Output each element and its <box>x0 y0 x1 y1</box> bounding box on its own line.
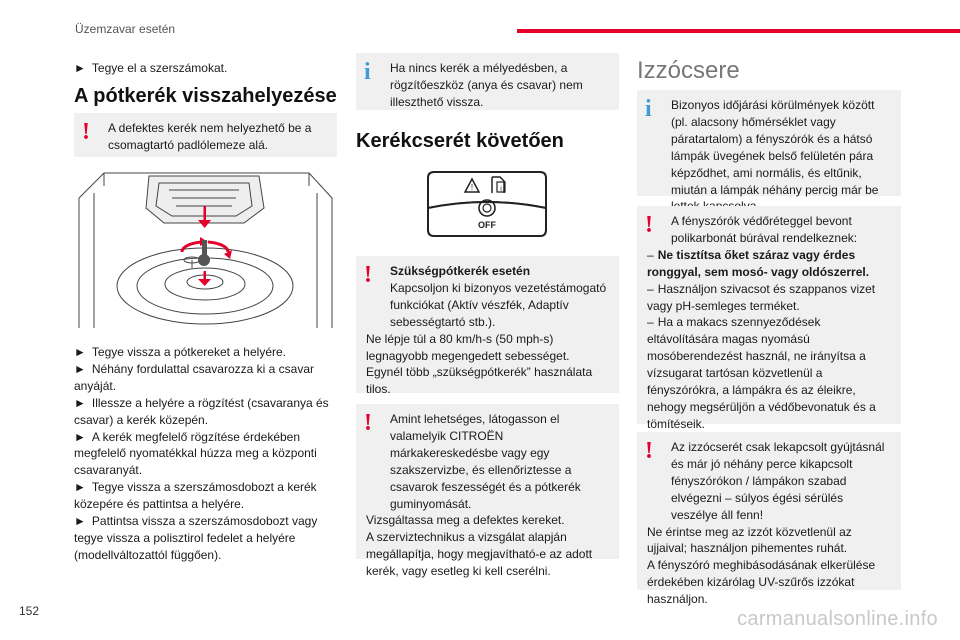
page-number: 152 <box>19 604 40 618</box>
warning-exclamation-icon: ! <box>364 410 372 436</box>
driving-aids-panel-illustration <box>424 168 550 240</box>
warning-title: Szükségpótkerék esetén <box>390 264 531 278</box>
svg-text:i: i <box>500 186 502 193</box>
warning-note <box>74 113 337 157</box>
info-note <box>356 53 619 110</box>
info-icon: i <box>645 96 652 122</box>
warning-line: Kapcsoljon ki bizonyos vezetéstámogató funkciókat (Aktív vészfék, Adaptív sebességtartó stb.). <box>390 280 607 329</box>
warning-exclamation-icon: ! <box>645 438 653 464</box>
warning-line: A szerviztechnikus a vizsgálat alapján megállapítja, hogy megjavítható-e az adott kerék, vagy esetleg ki kell cserélni. <box>366 530 593 579</box>
section-heading-bulb: Izzócsere <box>637 57 740 84</box>
warning-bold-line: Ne tisztítsa őket száraz vagy érdes ronggyal, sem mosó- vagy oldószerrel. <box>647 247 870 279</box>
info-text: Ha nincs kerék a mélyedésben, a rögzítőeszköz (anya és csavar) nem illeszthető vissza. <box>390 61 583 109</box>
warning-exclamation-icon: ! <box>82 119 90 145</box>
replace-steps-list <box>74 344 337 564</box>
warning-line: Vizsgáltassa meg a defektes kereket. <box>366 513 565 528</box>
header-accent-bar <box>517 29 960 33</box>
step-item: ► Pattintsa vissza a szerszámosdobozt vagy tegye vissza a polisztirol fedelet a helyére (modellváltozattól függően). <box>74 513 337 564</box>
step-store-tools: ► Tegye el a szerszámokat. <box>74 60 337 77</box>
dealer-visit-warning <box>356 404 619 579</box>
warning-line: Amint lehetséges, látogasson el valamelyik CITROËN márkakereskedésbe vagy egy szakszervizbe, és ellenőriztesse a csavarok feszességét és a pótkerék guminyomását. <box>390 412 581 511</box>
step-item: ► Tegye vissza a pótkereket a helyére. <box>74 344 337 361</box>
headlamp-cleaning-warning: ! A fényszórók védőréteggel bevont polikarbonát búrával rendelkeznek: – Ne tisztítsa őket száraz vagy érdes ronggyal, sem mosó- vagy oldószerrel. – Használjon szivacsot és szappanos vizet vagy pH-semleges terméket. – Ha a makacs szennyeződések eltávolítására magas nyomású mosóberendezést használ, ne irányítsa a vízsugarat tartósan közvetlenül a fényszórókra, a lámpákra és az éleikre, nehogy megsérüljön a védőbevonatuk és a tömítéseik. <box>637 206 901 424</box>
svg-text:!: ! <box>470 183 474 192</box>
emergency-wheel-warning <box>356 256 619 397</box>
section-heading-after-change: Kerékcserét követően <box>356 130 564 152</box>
warning-text: A defektes kerék nem helyezhető be a csomagtartó padlólemeze alá. <box>108 121 312 152</box>
info-text: Bizonyos időjárási körülmények között (pl. alacsony hőmérséklet vagy páratartalom) a fényszórók és a hátsó lámpák üvegének belső felületén pára képződhet, ami normális, és eltűnik, miután a lámpák néhány percig már be <box>671 98 879 197</box>
bulb-change-warning <box>637 432 901 607</box>
step-item: ► Illessze a helyére a rögzítést (csavaranya és csavar) a kerék közepén. <box>74 395 337 429</box>
warning-line: Ne érintse meg az izzót közvetlenül az ujjaival; használjon pihementes ruhát. <box>647 524 852 556</box>
warning-exclamation-icon: ! <box>364 262 372 288</box>
spare-wheel-illustration <box>74 168 337 334</box>
warning-intro: A fényszórók védőréteggel bevont polikarbonát búrával rendelkeznek: <box>671 214 858 245</box>
warning-exclamation-icon: ! <box>645 212 653 238</box>
warning-item: Ha a makacs szennyeződések eltávolítására magas nyomású mosóberendezést használ, ne irányítsa a vízsugarat tartósan közvetlenül a fényszórókra, a lámpákra és az éleikre, nehogy megsérüljön a védőbevonatuk és a tömítéseik. <box>647 315 876 431</box>
section-heading-spare-wheel: A pótkerék visszahelyezése <box>74 85 337 107</box>
info-note <box>637 90 901 196</box>
warning-line: A fényszóró meghibásodásának elkerülése érdekében kizárólag UV-szűrős izzókat használjon. <box>647 558 876 607</box>
warning-line: Egynél több „szükségpótkerék” használata tilos. <box>366 365 593 397</box>
warning-item: Használjon szivacsot és szappanos vizet vagy pH-semleges terméket. <box>647 281 876 313</box>
step-item: ► Tegye vissza a szerszámosdobozt a kerék közepére és pattintsa a helyére. <box>74 479 337 513</box>
warning-line: Az izzócserét csak lekapcsolt gyújtásnál és már jó néhány perce kikapcsolt fényszórókon / lámpákon szabad elvégezni – súlyos égési sérülés veszélye áll fenn! <box>671 440 885 522</box>
panel-off-label: OFF <box>478 220 496 230</box>
watermark: carmanualsonline.info <box>737 608 938 630</box>
warning-line: Ne lépje túl a 80 km/h-s (50 mph-s) legnagyobb megengedett sebességet. <box>366 331 570 363</box>
info-icon: i <box>364 59 371 85</box>
running-header: Üzemzavar esetén <box>75 22 176 36</box>
step-item: ► Néhány fordulattal csavarozza ki a csavar anyáját. <box>74 361 337 395</box>
step-item: ► A kerék megfelelő rögzítése érdekében megfelelő nyomatékkal húzza meg a központi csavaranyát. <box>74 429 337 480</box>
